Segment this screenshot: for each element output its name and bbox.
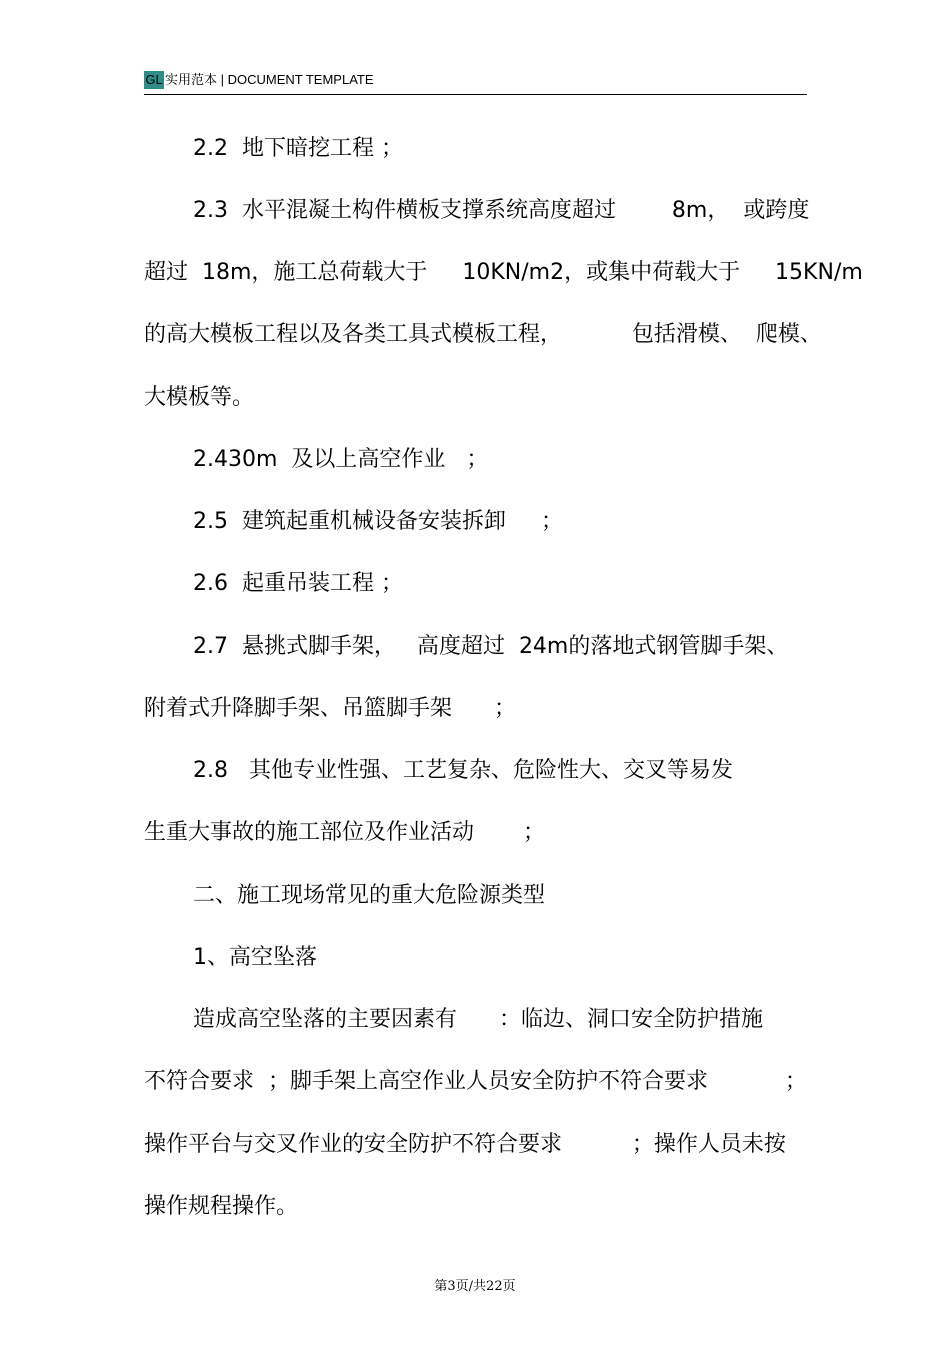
header-title: 实用范本 | DOCUMENT TEMPLATE xyxy=(165,72,374,87)
text-line: 超过 18m，施工总荷载大于 10KN/m2，或集中荷载大于 15KN/m xyxy=(144,260,863,285)
text-line: 操作平台与交叉作业的安全防护不符合要求 ；操作人员未按 xyxy=(144,1132,786,1157)
gl-logo: GL xyxy=(145,72,163,87)
text-line: 造成高空坠落的主要因素有 ：临边、洞口安全防护措施 xyxy=(193,1007,763,1032)
text-line: 的高大模板工程以及各类工具式模板工程， 包括滑模、 爬模、 xyxy=(144,322,822,347)
page-number: 第3页/共22页 xyxy=(434,1279,516,1294)
text-line: 2.430m 及以上高空作业 ； xyxy=(193,447,489,472)
text-line: 2.5 建筑起重机械设备安装拆卸 ； xyxy=(193,509,563,534)
text-line: 2.8 其他专业性强、工艺复杂、危险性大、交叉等易发 xyxy=(193,758,733,783)
text-line: 2.2 地下暗挖工程 ； xyxy=(193,136,403,161)
page-header xyxy=(144,70,807,95)
text-line: 操作规程操作。 xyxy=(144,1194,299,1219)
section-heading: 二、施工现场常见的重大危险源类型 xyxy=(193,883,546,908)
text-line: 附着式升降脚手架、吊篮脚手架 ； xyxy=(144,696,516,721)
text-line: 2.7 悬挑式脚手架， 高度超过 24m的落地式钢管脚手架、 xyxy=(193,634,789,659)
text-line: 大模板等。 xyxy=(144,385,255,410)
text-line: 2.3 水平混凝土构件横板支撑系统高度超过 8m， 或跨度 xyxy=(193,198,810,223)
text-line: 2.6 起重吊装工程 ； xyxy=(193,571,403,596)
subsection-heading: 1、高空坠落 xyxy=(193,945,317,970)
text-line: 生重大事故的施工部位及作业活动 ； xyxy=(144,820,545,845)
text-line: 不符合要求 ；脚手架上高空作业人员安全防护不符合要求 ； xyxy=(144,1069,807,1094)
